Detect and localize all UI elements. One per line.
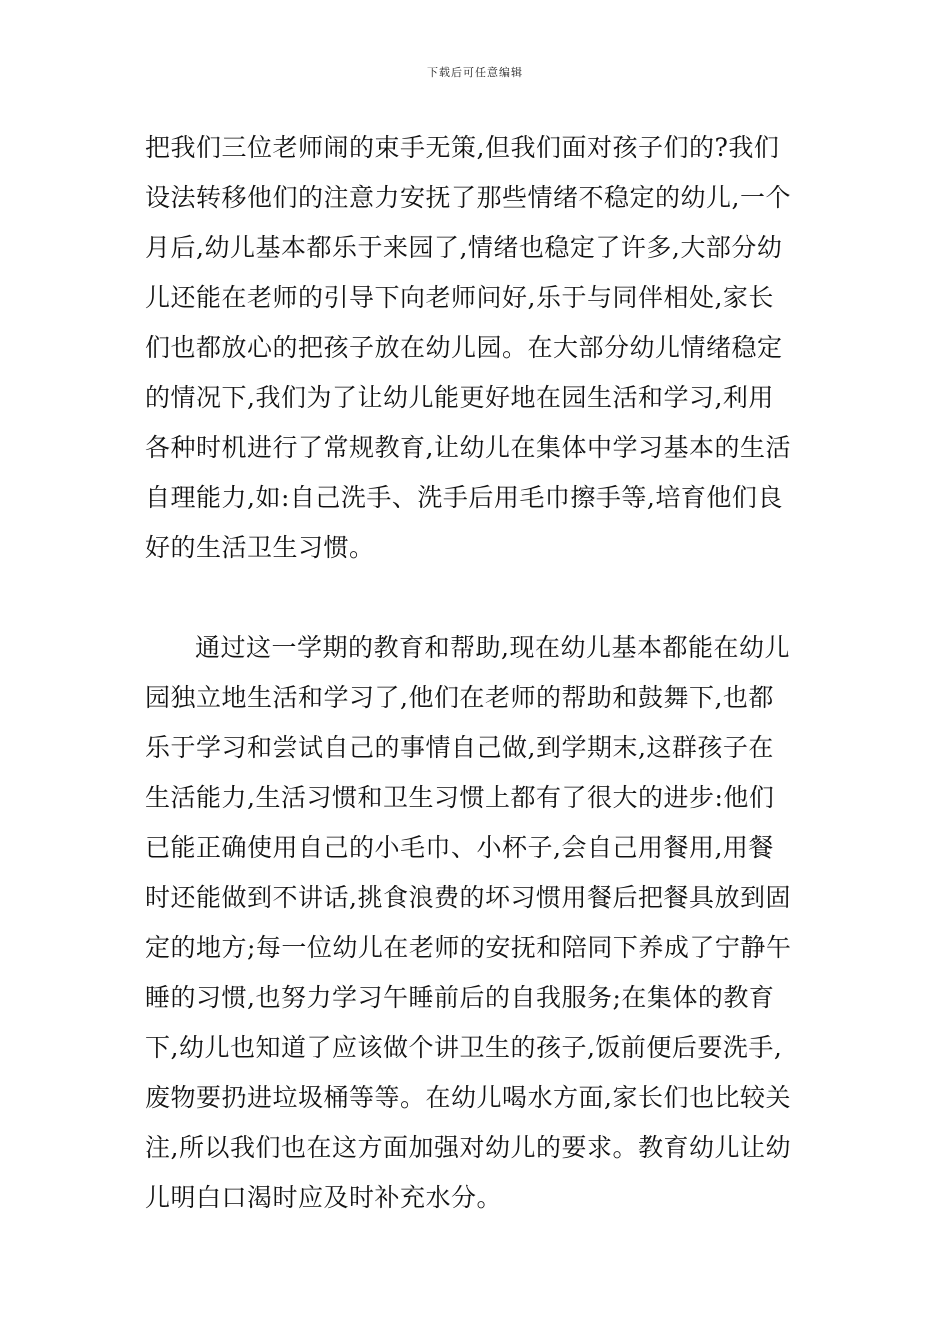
paragraph-line: 睡的习惯,也努力学习午睡前后的自我服务;在集体的教育: [145, 983, 775, 1012]
paragraph-line: 已能正确使用自己的小毛巾、小杯子,会自己用餐用,用餐: [145, 833, 774, 862]
paragraph-line: 通过这一学期的教育和帮助,现在幼儿基本都能在幼儿: [195, 633, 790, 662]
paragraph-line: 们也都放心的把孩子放在幼儿园。在大部分幼儿情绪稳定: [145, 333, 783, 362]
paragraph-line: 好的生活卫生习惯。: [145, 533, 375, 562]
paragraph-line: 下,幼儿也知道了应该做个讲卫生的孩子,饭前便后要洗手,: [145, 1033, 783, 1062]
paragraph-line: 自理能力,如:自己洗手、洗手后用毛巾擦手等,培育他们良: [145, 483, 783, 512]
page-header: 下载后可任意编辑: [427, 66, 523, 79]
paragraph-line: 废物要扔进垃圾桶等等。在幼儿喝水方面,家长们也比较关: [145, 1083, 791, 1112]
paragraph-line: 生活能力,生活习惯和卫生习惯上都有了很大的进步:他们: [145, 783, 775, 812]
paragraph-line: 乐于学习和尝试自己的事情自己做,到学期末,这群孩子在: [145, 733, 774, 762]
paragraph-line: 定的地方;每一位幼儿在老师的安抚和陪同下养成了宁静午: [145, 933, 792, 962]
paragraph-line: 时还能做到不讲话,挑食浪费的坏习惯用餐后把餐具放到固: [145, 883, 791, 912]
paragraph-line: 月后,幼儿基本都乐于来园了,情绪也稳定了许多,大部分幼: [145, 233, 783, 262]
paragraph-line: 注,所以我们也在这方面加强对幼儿的要求。教育幼儿让幼: [145, 1133, 791, 1162]
paragraph-line: 各种时机进行了常规教育,让幼儿在集体中学习基本的生活: [145, 433, 791, 462]
paragraph-line: 设法转移他们的注意力安抚了那些情绪不稳定的幼儿,一个: [145, 183, 791, 212]
paragraph-line: 的情况下,我们为了让幼儿能更好地在园生活和学习,利用: [145, 383, 774, 412]
paragraph-line: 园独立地生活和学习了,他们在老师的帮助和鼓舞下,也都: [145, 683, 774, 712]
paragraph-line: 儿明白口渴时应及时补充水分。: [145, 1183, 503, 1212]
paragraph-line: 儿还能在老师的引导下向老师问好,乐于与同伴相处,家长: [145, 283, 774, 312]
paragraph-line: 把我们三位老师闹的束手无策,但我们面对孩子们的?我们: [145, 133, 780, 162]
